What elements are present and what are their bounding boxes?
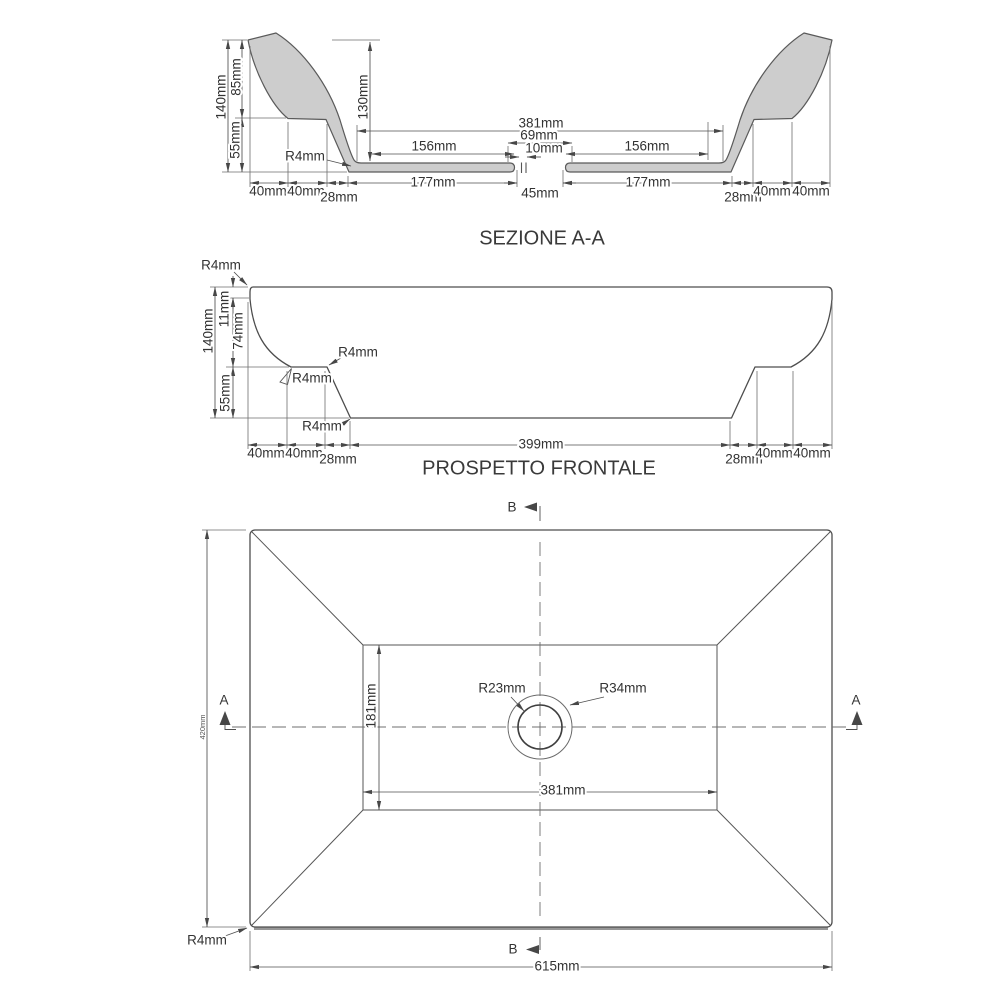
section-marker-b-bottom: B	[508, 941, 518, 957]
dim-label-40mm: 40mm	[285, 445, 323, 461]
r4-open-arrowhead	[280, 369, 292, 385]
section-marker-a-right: A	[851, 692, 861, 708]
dim-label-181mm: 181mm	[363, 683, 379, 729]
dim-label-615mm: 615mm	[534, 958, 580, 974]
dim-label-55mm: 55mm	[217, 374, 233, 412]
dim-label-r4mm-plan: R4mm	[187, 932, 227, 948]
section-arrow-b-top	[524, 503, 537, 512]
dim-label-28mm: 28mm	[320, 189, 358, 205]
dim-label-85mm: 85mm	[228, 58, 244, 96]
plan-section-markers	[219, 500, 862, 957]
dim-label-40mm: 40mm	[792, 183, 830, 199]
plan-extension-lines	[202, 530, 832, 971]
plan-dimension-lines	[207, 530, 832, 967]
section-arrow-a-left	[220, 711, 231, 725]
section-arrow-b-bottom	[526, 945, 539, 954]
dim-label-40mm: 40mm	[793, 445, 831, 461]
dim-label-45mm: 45mm	[521, 185, 559, 201]
plan-view	[187, 500, 862, 974]
dim-label-55mm: 55mm	[227, 121, 243, 159]
dim-label-r4mm-curve: R4mm	[292, 370, 332, 386]
section-marker-a-left: A	[219, 692, 229, 708]
dim-label-28mm: 28mm	[725, 451, 763, 467]
dim-label-r34mm: R34mm	[599, 680, 647, 696]
dim-label-177mm-left: 177mm	[410, 174, 456, 190]
dim-label-28mm: 28mm	[319, 451, 357, 467]
dim-label-r4mm-top-left: R4mm	[201, 257, 241, 273]
section-title: SEZIONE A-A	[479, 227, 605, 250]
section-arrow-a-right	[852, 711, 863, 725]
dim-label-420mm: 420mm	[197, 714, 207, 740]
dim-label-381mm: 381mm	[518, 115, 564, 131]
front-title: PROSPETTO FRONTALE	[422, 457, 656, 480]
dim-label-r4mm-bottom: R4mm	[302, 418, 342, 434]
dim-label-40mm: 40mm	[247, 445, 285, 461]
dim-label-10mm: 10mm	[525, 140, 563, 156]
dim-label-399mm: 399mm	[518, 436, 564, 452]
dim-label-40mm: 40mm	[249, 183, 287, 199]
dim-label-74mm: 74mm	[230, 312, 246, 350]
dim-label-40mm: 40mm	[287, 183, 325, 199]
dim-label-381mm: 381mm	[540, 782, 586, 798]
section-marker-b-top: B	[507, 499, 517, 515]
dim-label-156mm-right: 156mm	[624, 138, 670, 154]
plan-basin-slope-edges	[252, 532, 830, 925]
dim-label-r4mm: R4mm	[285, 148, 325, 164]
dim-label-156mm-left: 156mm	[411, 138, 457, 154]
dim-label-r23mm: R23mm	[478, 680, 526, 696]
dim-label-11mm: 11mm	[216, 290, 232, 328]
dim-label-40mm: 40mm	[755, 445, 793, 461]
front-elevation-view	[201, 258, 832, 480]
dim-label-177mm-right: 177mm	[625, 174, 671, 190]
dim-label-r4mm-step: R4mm	[338, 344, 378, 360]
dim-label-69mm: 69mm	[520, 127, 558, 143]
plan-outer-rim	[250, 530, 832, 927]
front-labels	[201, 258, 831, 480]
dim-label-140mm: 140mm	[200, 308, 216, 354]
dim-label-28mm: 28mm	[724, 189, 762, 205]
dim-label-130mm: 130mm	[355, 74, 371, 120]
section-aa-view	[214, 33, 832, 249]
dim-label-40mm: 40mm	[753, 183, 791, 199]
dim-label-140mm: 140mm	[213, 74, 229, 120]
